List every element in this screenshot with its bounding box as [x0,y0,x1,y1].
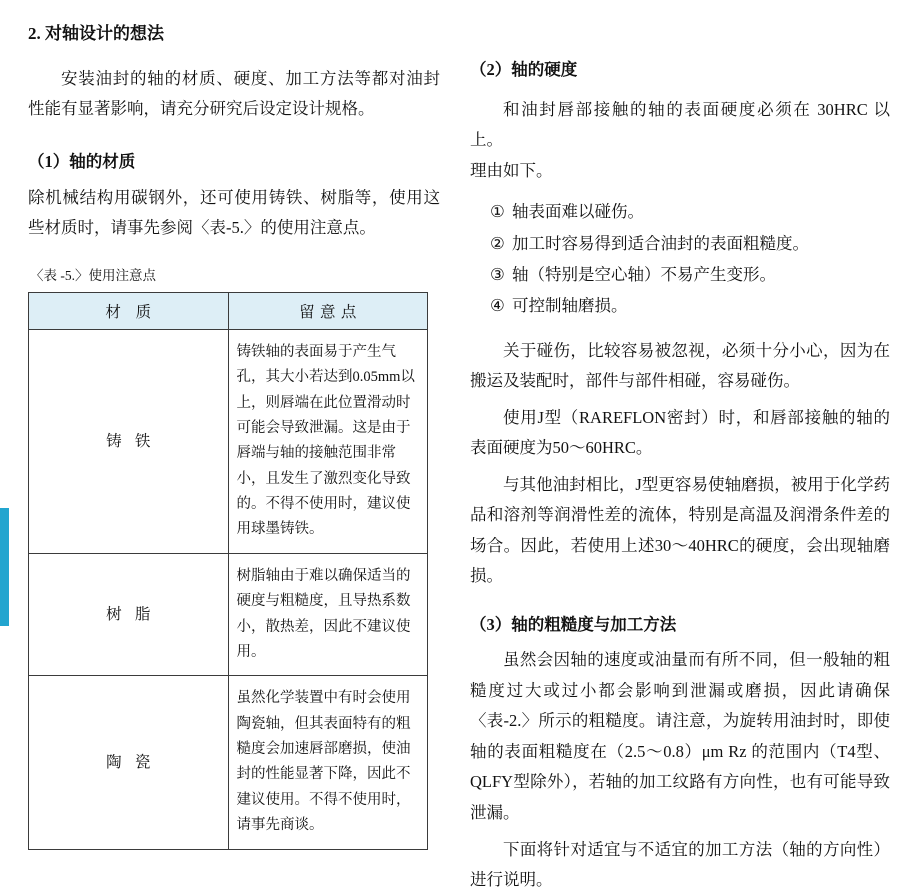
list-item-label: 加工时容易得到适合油封的表面粗糙度。 [512,233,809,253]
column-header-material: 材 质 [29,292,229,329]
usage-notes-table [28,292,428,850]
table-row [29,676,428,849]
list-item [470,259,890,290]
cell-material: 树 脂 [29,553,229,676]
cell-note: 树脂轴由于难以确保适当的硬度与粗糙度，且导热系数小，散热差，因此不建议使用。 [228,553,428,676]
subsection-2-body-2: 理由如下。 [470,160,553,180]
list-item-number: ① [490,202,505,222]
subsection-1-body: 除机械结构用碳钢外，还可使用铸铁、树脂等，使用这些材质时，请事先参阅〈表-5.〉的使用注意点。 [28,187,440,238]
list-item-number: ③ [490,264,505,284]
subsection-3-title: （3）轴的粗糙度与加工方法 [470,614,677,634]
cell-note: 铸铁轴的表面易于产生气孔，其大小若达到0.05mm以上，则唇端在此位置滑动时可能会导致泄漏。这是由于唇端与轴的接触范围非常小，且发生了激烈变化导致的。不得不使用时，建议使用球墨铸铁。 [228,329,428,553]
cell-note: 虽然化学装置中有时会使用陶瓷轴，但其表面特有的粗糙度会加速唇部磨损，使油封的性能显著下降，因此不建议使用。不得不使用时，请事先商谈。 [228,676,428,849]
right-column [470,0,890,896]
subsection-1-title: （1）轴的材质 [28,151,136,171]
list-item-number: ② [490,233,505,253]
cell-material: 铸 铁 [29,329,229,553]
list-item-number: ④ [490,296,505,316]
list-item-label: 轴表面难以碰伤。 [512,202,644,222]
page-edge-marker [0,508,9,626]
cell-material: 陶 瓷 [29,676,229,849]
list-item [470,290,890,321]
intro-paragraph: 安装油封的轴的材质、硬度、加工方法等都对油封性能有显著影响，请充分研究后设定设计规格。 [28,68,440,119]
list-item [470,196,890,227]
left-column [28,0,440,850]
table-header-row [29,292,428,329]
list-item-label: 轴（特别是空心轴）不易产生变形。 [512,264,776,284]
paragraph-jtype-hardness: 使用J型（RAREFLON密封）时，和唇部接触的轴的表面硬度为50～60HRC。 [470,407,890,458]
paragraph-roughness: 虽然会因轴的速度或油量而有所不同，但一般轴的粗糙度过大或过小都会影响到泄漏或磨损，因此请确保〈表-2.〉所示的粗糙度。请注意，为旋转用油封时，即使轴的表面粗糙度在（2.5～0.8）μm Rz 的范围内（T4型、QLFY型除外），若轴的加工纹路有方向性，也有可能导致泄漏。 [470,650,890,822]
paragraph-next-topic: 下面将针对适宜与不适宜的加工方法（轴的方向性）进行说明。 [470,839,890,890]
page-title: 2. 对轴设计的想法 [28,24,164,43]
table-row [29,329,428,553]
column-header-note: 留意点 [228,292,428,329]
subsection-2-body-1: 和油封唇部接触的轴的表面硬度必须在 30HRC 以上。 [470,99,890,150]
table-caption: 〈表 -5.〉使用注意点 [30,267,156,283]
paragraph-shaft-wear: 与其他油封相比，J型更容易使轴磨损，被用于化学药品和溶剂等润滑性差的流体，特别是高温及润滑条件差的场合。因此，若使用上述30～40HRC的硬度，会出现轴磨损。 [470,474,890,586]
list-item [470,228,890,259]
subsection-2-title: （2）轴的硬度 [470,60,578,79]
list-item-label: 可控制轴磨损。 [512,296,628,316]
table-row [29,553,428,676]
paragraph-scratch: 关于碰伤，比较容易被忽视，必须十分小心，因为在搬运及装配时，部件与部件相碰，容易碰伤。 [470,340,890,391]
